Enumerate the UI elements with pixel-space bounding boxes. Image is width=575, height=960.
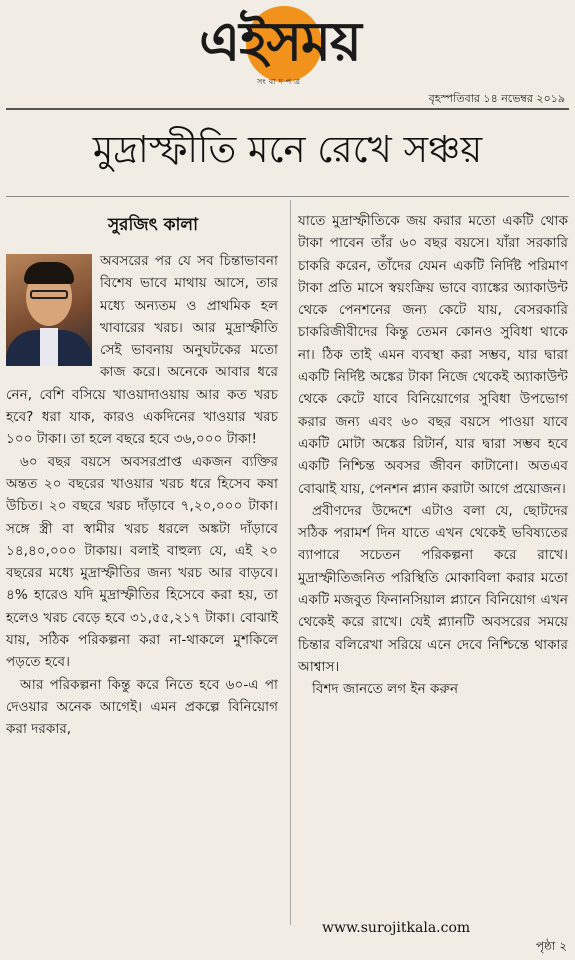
paragraph: যাতে মুদ্রাস্ফীতিকে জয় করার মতো একটি থোক টাকা পাবেন তাঁর ৬০ বছর বয়সে। যাঁরা সরকারি চাকরি করেন, তাঁদের যেমন একটি নির্দিষ্ট পরিমাণ টাকা প্রতি মাসে স্বয়ংক্রিয় ভাবে ব্যাঙ্কের অ্যাকাউন্ট থেকে পেনশনের জন্য কেটে যায়, বেসরকারি চাকরিজীবীদের কিন্তু তেমন কোনও সুবিধা থাকে না। ঠিক তাই এমন ব্যবস্থা করা সম্ভব, যার দ্বারা একটি নির্দিষ্ট অঙ্কের টাকা নিজে থেকেই অ্যাকাউন্ট থেকে কেটে যাবে বিনিয়োগের সুবিধা উপভোগ করার জন্য এবং ৬০ বছর বয়সে পাওয়া যাবে একটি মোটা অঙ্কের রিটার্ন, যার দ্বারা সম্ভব হবে একটি নিশ্চিন্ত অবসর জীবন কাটানো। অতএব বোঝাই যায়, পেনশন প্ল্যান করাটা আগে প্রয়োজন। — [298, 213, 568, 497]
paragraph: ৬০ বছর বয়সে অবসরপ্রাপ্ত একজন ব্যক্তির অন্তত ২০ বছরের খাওয়ার খরচ ধরে হিসেব কষা উচিত। ২০ বছরে খরচ দাঁড়াবে ৭,২০,০০০ টাকা। সঙ্গে স্ত্রী বা স্বামীর খরচ ধরলে অঙ্কটা দাঁড়াবে ১৪,৪০,০০০ টাকায়। বলাই বাহুল্য যে, এই ২০ বছরের মধ্যে মুদ্রাস্ফীতির জন্য খরচ আর বাড়বে। ৪% হারেও যদি মুদ্রাস্ফীতির হিসেবে করা হয়, তা হলেও খরচ বেড়ে হবে ৩১,৫৫,২১৭ টাকা। বোঝাই যায়, সঠিক পরিকল্পনা করা না-থাকলে মুশকিলে পড়তে হবে। — [6, 453, 278, 671]
photo-glasses — [30, 290, 68, 299]
photo-shirt — [40, 328, 58, 366]
column-divider — [290, 200, 291, 925]
photo-hair — [24, 262, 74, 284]
headline-rule — [6, 196, 569, 197]
byline: সুরজিৎ কালা — [107, 215, 199, 235]
website-link[interactable]: www.surojitkala.com — [322, 920, 471, 936]
paragraph: আর পরিকল্পনা কিন্তু করে নিতে হবে ৬০-এ পা দেওয়ার অনেক আগেই। এমন প্রকল্পে বিনিয়োগ করা দরকার, — [6, 676, 278, 738]
dateline: বৃহস্পতিবার ১৪ নভেম্বর ২০১৯ — [428, 92, 565, 105]
logo-subtitle: সংবাদপত্র — [256, 77, 303, 86]
masthead-rule — [6, 108, 569, 110]
article-column-left — [6, 250, 278, 741]
article-column-right — [298, 210, 568, 701]
author-photo — [6, 254, 92, 366]
page-number: পৃষ্ঠা ২ — [535, 939, 567, 953]
masthead — [0, 0, 575, 108]
paragraph: অবসরের পর যে সব চিন্তাভাবনা বিশেষ ভাবে মাথায় আসে, তার মধ্যে অন্যতম ও প্রাথমিক হল খাবারের খরচ। আর মুদ্রাস্ফীতি সেই ভাবনায় অনুঘটকের মতো কাজ করে। অনেকে আবার ধরে নেন, বেশি বসিয়ে খাওয়াদাওয়ায় আর কত খরচ হবে? ধরা যাক, কারও একদিনের খাওয়ার খরচ ১০০ টাকা। তা হলে বছরে হবে ৩৬,০০০ টাকা! — [6, 253, 278, 448]
paragraph: প্রবীণদের উদ্দেশে এটাও বলা যে, ছোটদের সঠিক পরামর্শ দিন যাতে এখন থেকেই ভবিষ্যতের ব্যাপারে সচেতন পরিকল্পনা করে রাখে। মুদ্রাস্ফীতিজনিত পরিস্থিতি মোকাবিলা করার মতো একটি মজবুত ফিনানসিয়াল প্ল্যানে বিনিয়োগ এখন থেকেই করে রাখে। যেই প্ল্যানটি অবসরের সময়ে চিন্তার বলিরেখা সরিয়ে এনে দেবে নিশ্চিন্তে থাকার আশ্বাস। — [298, 502, 568, 675]
logo-text: এইসময় — [199, 10, 361, 73]
article-headline: মুদ্রাস্ফীতি মনে রেখে সঞ্চয় — [92, 128, 483, 171]
paragraph: বিশদ জানতে লগ ইন করুন — [312, 681, 459, 698]
newspaper-logo — [160, 2, 400, 100]
